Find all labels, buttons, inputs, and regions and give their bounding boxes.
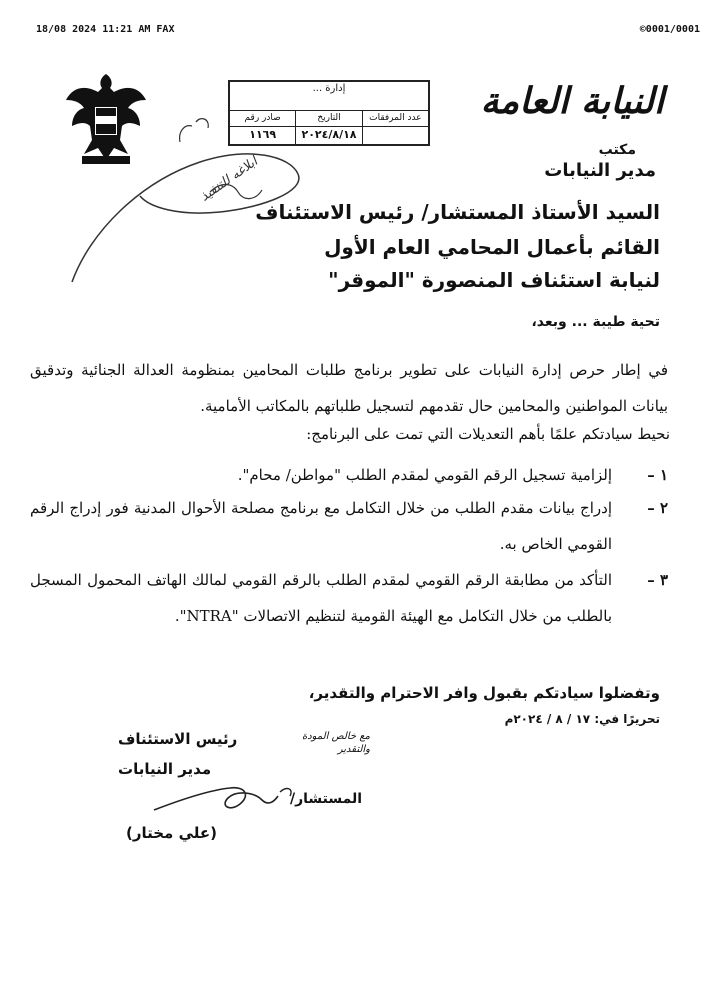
signatory-counsel-label: المستشار/ <box>290 791 363 807</box>
fax-header-left: 18/08 2024 11:21 AM FAX <box>36 24 175 35</box>
stamp-value-attachments <box>362 127 428 144</box>
letterhead-director: مدير النيابات <box>544 160 656 181</box>
list-item-number: ٢ – <box>647 499 668 517</box>
body-paragraph: في إطار حرص إدارة النيابات على تطوير برنامج طلبات المحامين بمنظومة العدالة الجنائية وتدقيق بيانات المواطنين والمحامين حال تقدمهم لتسجيل طلباتهم بالمكاتب الأمامية. <box>30 361 668 415</box>
stamp-value-number: ١١٦٩ <box>249 128 277 141</box>
handwritten-margin-note: ابلاغه للتنفيذ <box>197 154 261 205</box>
list-item-text: التأكد من مطابقة الرقم القومي لمقدم الطلب بالرقم القومي لمالك الهاتف المحمول المسجل بالطلب من خلال التكامل مع الهيئة القومية لتنظيم الاتصالات "NTRA". <box>30 571 612 625</box>
letterhead-title: النيابة العامة <box>480 80 664 122</box>
stamp-label-date: التاريخ <box>295 111 361 126</box>
stamp-value-date: ٢٠٢٤/٨/١٨ <box>295 127 361 144</box>
list-item-number: ١ – <box>647 466 668 484</box>
stamp-label-number: صادر رقم <box>244 113 281 123</box>
signatory-title-1: رئيس الاستئناف <box>118 730 238 748</box>
addressee-line-1: السيد الأستاذ المستشار/ رئيس الاستئناف <box>255 200 660 224</box>
addressee-line-3: لنيابة استئناف المنصورة "الموقر" <box>328 268 660 292</box>
fax-header-right: ©0001/0001 <box>639 24 700 35</box>
signature-icon <box>150 770 310 830</box>
issue-date: تحريرًا في: ١٧ / ٨ / ٢٠٢٤م <box>504 712 660 726</box>
stamp-header: إدارة ... <box>230 82 428 111</box>
signatory-title-2: مدير النيابات <box>118 760 212 778</box>
closing-line: وتفضلوا سيادتكم بقبول وافر الاحترام والتقدير، <box>308 684 660 702</box>
stamp-label-attachments: عدد المرفقات <box>362 111 428 126</box>
list-item <box>30 490 668 562</box>
list-item-text: إدراج بيانات مقدم الطلب من خلال التكامل مع برنامج مصلحة الأحوال المدنية فور إدراج الرقم القومي الخاص به. <box>30 499 612 553</box>
list-item <box>30 457 668 493</box>
handwritten-regards: مع خالص المودة والتقدير <box>301 731 370 755</box>
list-intro: نحيط سيادتكم علمًا بأهم التعديلات التي تمت على البرنامج: <box>306 425 670 443</box>
list-item-text: إلزامية تسجيل الرقم القومي لمقدم الطلب "مواطن/ محام". <box>237 466 612 484</box>
list-item-number: ٣ – <box>647 571 668 589</box>
signatory-name: (علي مختار) <box>126 824 217 842</box>
list-item <box>30 562 668 634</box>
letterhead-office: مكتب <box>598 142 636 158</box>
greeting: تحية طيبة ... وبعد، <box>531 314 660 330</box>
addressee-line-2: القائم بأعمال المحامي العام الأول <box>324 235 660 259</box>
